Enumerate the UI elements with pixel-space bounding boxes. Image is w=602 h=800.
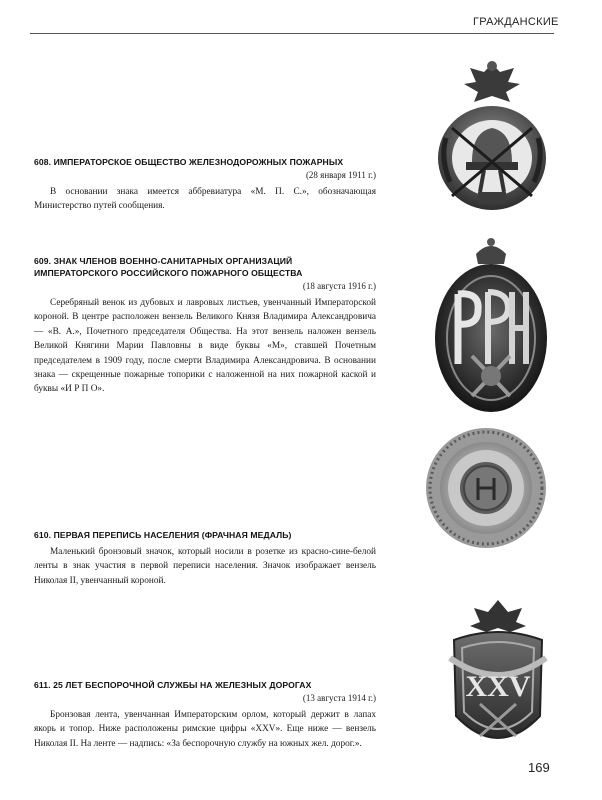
- entry-description: Бронзовая лента, увенчанная Императорским орлом, который держит в лапах якорь и топор. Ниже расположены римские цифры «XXV». Еще ниже — вензель Николая II. На ленте — надпись: «За беспорочную службу на южных жел. дорог.».: [34, 710, 376, 749]
- entry-description: Серебряный венок из дубовых и лавровых листьев, увенчанный Императорской короной. В центре расположен вензель Великого Князя Владимира Александровича — «В. А.», Почетного председателя Общества. На этот вензель наложен вензель Великой Княгини Марии Павловны в виде буквы «М», ставшей Почетным председателем в 1909 году, после смерти Владимира Александровича. В основании знака — скрещенные пожарные топорики с наложенной на них пожарной каской и буквы «И Р П О».: [34, 298, 376, 395]
- section-label: ГРАЖДАНСКИЕ: [473, 16, 559, 28]
- entry-date: (13 августа 1914 г.): [302, 693, 376, 703]
- badge-610-image: [422, 426, 550, 550]
- entry-date: (28 января 1911 г.): [305, 170, 376, 180]
- badge-608-image: [426, 58, 558, 220]
- entry-609: [34, 255, 376, 397]
- entry-title: 611. 25 ЛЕТ БЕСПОРОЧНОЙ СЛУЖБЫ НА ЖЕЛЕЗНЫХ ДОРОГАХ: [34, 680, 312, 690]
- badge-611-image: [440, 596, 556, 760]
- badge-611-numeral: XXV: [465, 670, 531, 703]
- badge-609-image: [428, 236, 554, 422]
- entry-description: В основании знака имеется аббревиатура «М. П. С.», обозначающая Министерство путей сообщения.: [34, 187, 376, 212]
- header-rule: [30, 33, 554, 34]
- entry-611: [34, 679, 376, 751]
- entry-description: Маленький бронзовый значок, который носили в розетке из красно-сине-белой ленты в знак участия в первой переписи населения. Значок изображает вензель Николая II, увенчанный короной.: [34, 547, 376, 586]
- entry-608: [34, 156, 376, 214]
- entry-title: 609. ЗНАК ЧЛЕНОВ ВОЕННО-САНИТАРНЫХ ОРГАНИЗАЦИЙ ИМПЕРАТОРСКОГО РОССИЙСКОГО ПОЖАРНОГО ОБЩЕСТВА: [34, 256, 303, 278]
- entry-title: 608. ИМПЕРАТОРСКОЕ ОБЩЕСТВО ЖЕЛЕЗНОДОРОЖНЫХ ПОЖАРНЫХ: [34, 157, 344, 167]
- entry-date: (18 августа 1916 г.): [302, 281, 376, 291]
- page-number: 169: [528, 760, 550, 775]
- entry-610: [34, 529, 376, 588]
- entry-title: 610. ПЕРВАЯ ПЕРЕПИСЬ НАСЕЛЕНИЯ (ФРАЧНАЯ МЕДАЛЬ): [34, 530, 292, 540]
